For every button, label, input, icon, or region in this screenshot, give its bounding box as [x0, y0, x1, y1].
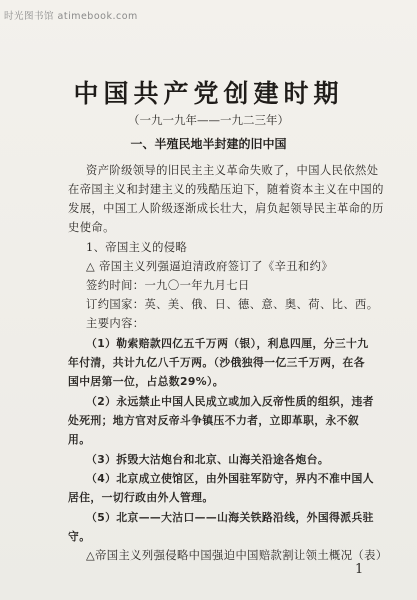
list-item: （4）北京成立使馆区，由外国驻军防守，界内不准中国人: [86, 472, 374, 485]
intro-line: 资产阶级领导的旧民主主义革命失败了，中国人民依然处: [86, 164, 379, 177]
list-item: 国中居第一位，占总数29%）。: [68, 375, 225, 388]
intro-line: 史使命。: [68, 221, 115, 234]
watermark: 时光图书馆 atimebook.com: [4, 11, 138, 22]
list-item: 年付清，共计九亿八千万两。（沙俄独得一亿三千万两，在各: [68, 356, 365, 369]
list-item: 处死刑；地方官对反帝斗争镇压不力者，立即革职，永不叙: [68, 414, 360, 427]
subsection-heading: 1、帝国主义的侵略: [86, 241, 188, 254]
list-item: （5）北京——大沽口——山海关铁路沿线，外国得派兵驻: [86, 511, 374, 524]
content-label: 主要内容：: [86, 317, 145, 330]
intro-line: 在帝国主义和封建主义的残酷压迫下，随着资本主义在中国的: [68, 183, 384, 196]
treaty-line: △ 帝国主义列强逼迫清政府签订了《辛丑和约》: [86, 260, 334, 273]
list-item: （2）永远禁止中国人民成立或加入反帝性质的组织，违者: [86, 395, 374, 408]
table-caption: △帝国主义列强侵略中国强迫中国赔款割让领土概况（表）: [86, 549, 388, 562]
page-number: 1: [355, 562, 364, 577]
list-item: （1）勒索赔款四亿五千万两（银），利息四厘，分三十九: [86, 337, 369, 350]
date-range-subtitle: （一九一九年——一九二三年）: [128, 113, 289, 127]
treaty-countries: 订约国家：英、美、俄、日、德、意、奥、荷、比、西。: [86, 298, 379, 311]
list-item: （3）拆毁大沽炮台和北京、山海关沿途各炮台。: [86, 453, 330, 466]
intro-line: 发展，中国工人阶级逐渐成长壮大，肩负起领导民主革命的历: [68, 202, 384, 215]
list-item: 守。: [68, 530, 91, 543]
section-heading: 一、半殖民地半封建的旧中国: [130, 137, 287, 151]
list-item: 居住，一切行政由外人管理。: [68, 491, 214, 504]
page-title: 中国共产党创建时期: [73, 79, 344, 108]
treaty-date: 签约时间：一九〇一年九月七日: [86, 279, 250, 292]
list-item: 用。: [68, 433, 91, 446]
